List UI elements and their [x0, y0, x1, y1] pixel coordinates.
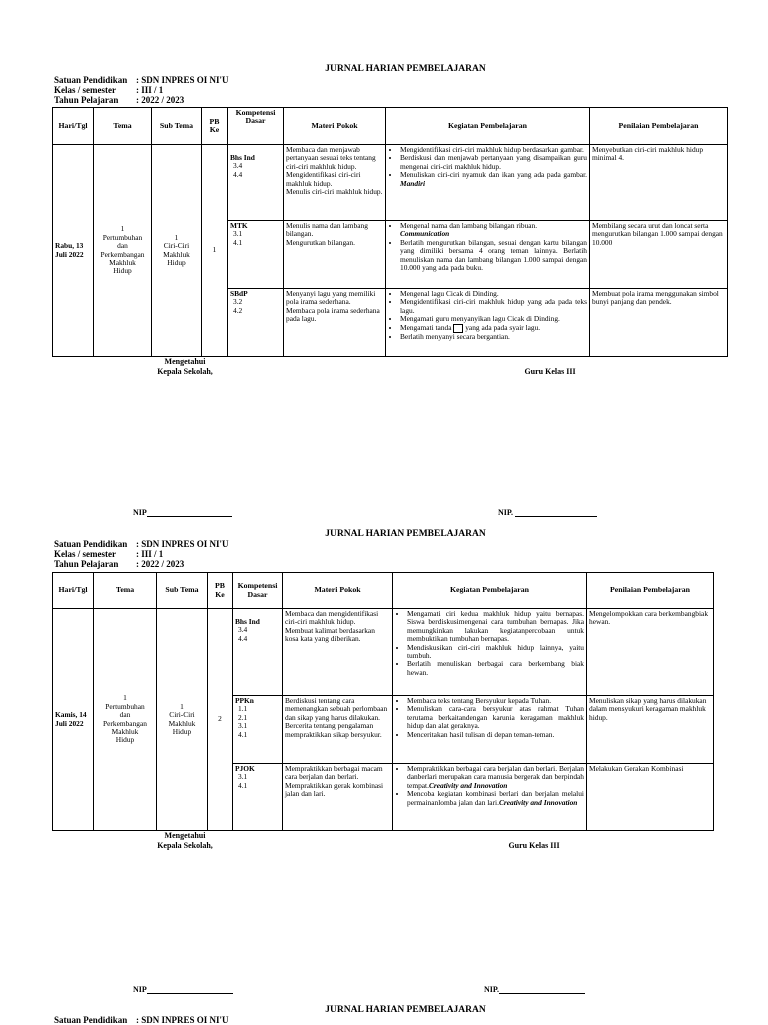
- kegiatan-cell: • Mempraktikkan berbagai cara berjalan dan berlari. Berjalan danberlari merupakan cara manusia bergerak dan berpindah tempat.Creativity and Innovation • Mencoba kegiatan kombinasi berlari dan berjalan melalui permainanlomba jalan dan lari.Creativity and Innovation: [393, 764, 587, 831]
- page-title-1: JURNAL HARIAN PEMBELAJARAN: [325, 64, 486, 74]
- tema-cell: 1 Pertumbuhan dan Perkembangan Makhluk Hidup: [94, 145, 152, 357]
- pb-cell: 2: [208, 609, 233, 831]
- header-penilaian: Penilaian Pembelajaran: [590, 108, 728, 145]
- header-subtema: Sub Tema: [152, 108, 202, 145]
- table-header-row: [53, 108, 728, 145]
- meta-value-satuan: : SDN INPRES OI NI'U: [136, 75, 229, 85]
- kegiatan-cell: • Mengamati ciri kedua makhluk hidup yaitu bernapas. Siswa berdiskusimengenai cara tumbuhan bernapas. Jika memungkinkan lakukan kegiatanpercobaan untuk membuktikan tumbuhan bernapas. • Mendiskusikan ciri-ciri makhluk hidup lainnya, yaitu tumbuh. • Berlatih menuliskan berbagai cara berkembang biak hewan.: [393, 609, 587, 696]
- kegiatan-cell: • Mengenal lagu Cicak di Dinding. • Mengidentifikasi ciri-ciri makhluk hidup yang ada pada teks lagu. • Mengamati guru menyanyikan lagu Cicak di Dinding. • Mengamati tanda yang ada pada syair lagu. • Berlatih menyanyi secara bergantian.: [386, 289, 590, 357]
- header-hari: Hari/Tgl: [53, 108, 94, 145]
- subtema-cell: 1 Ciri-Ciri Makhluk Hidup: [152, 145, 202, 357]
- meta-block-3: Satuan Pendidikan : SDN INPRES OI NI'U: [54, 1015, 229, 1025]
- day-cell: Kamis, 14 Juli 2022: [53, 609, 94, 831]
- kd-cell: MTK 3.1 4.1: [228, 221, 284, 289]
- signature-left-1: Mengetahui Kepala Sekolah,: [157, 357, 213, 376]
- meta-block-1: [54, 75, 229, 105]
- kd-cell: SBdP 3.2 4.2: [228, 289, 284, 357]
- materi-cell: Menulis nama dan lambang bilangan. Mengurutkan bilangan.: [284, 221, 386, 289]
- table-row: [53, 145, 728, 221]
- header-tema: Tema: [94, 108, 152, 145]
- page-title-3: JURNAL HARIAN PEMBELAJARAN: [325, 1005, 486, 1015]
- materi-cell: Berdiskusi tentang cara memenangkan sebuah perlombaan dan sikap yang harus dilakukan. Bercerita tentang pengalaman mempraktikkan sikap bersyukur.: [283, 696, 393, 764]
- penilaian-cell: Mengelompokkan cara berkembangbiak hewan.: [587, 609, 714, 696]
- penilaian-cell: Membuat pola irama menggunakan simbol bunyi panjang dan pendek.: [590, 289, 728, 357]
- materi-cell: Menyanyi lagu yang memiliki pola irama sederhana. Membaca pola irama sederhana pada lagu.: [284, 289, 386, 357]
- tema-cell: 1 Pertumbuhan dan Perkembangan Makhluk Hidup: [94, 609, 157, 831]
- table-header-row: Hari/Tgl Tema Sub Tema PB Ke Kompetensi Dasar Materi Pokok Kegiatan Pembelajaran Penilaian Pembelajaran: [53, 573, 714, 609]
- materi-cell: Membaca dan menjawab pertanyaan sesuai teks tentang ciri-ciri makhluk hidup. Mengidentifikasi ciri-ciri makhluk hidup. Menulis ciri-ciri makhluk hidup.: [284, 145, 386, 221]
- meta-label-tahun: Tahun Pelajaran: [54, 95, 119, 105]
- penilaian-cell: Melakukan Gerakan Kombinasi: [587, 764, 714, 831]
- pb-cell: 1: [202, 145, 228, 357]
- journal-table-1: [52, 107, 728, 357]
- meta-block-2: Satuan Pendidikan : SDN INPRES OI NI'U Kelas / semester : III / 1 Tahun Pelajaran : 2022 / 2023: [54, 539, 229, 569]
- penilaian-cell: Membilang secara urut dan loncat serta mengurutkan bilangan 1.000 sampai dengan 10.000: [590, 221, 728, 289]
- meta-value-tahun: : 2022 / 2023: [136, 95, 185, 105]
- meta-value-kelas: : III / 1: [136, 85, 164, 95]
- header-materi: Materi Pokok: [284, 108, 386, 145]
- table-row: [53, 609, 714, 696]
- signature-right-1: Guru Kelas III: [524, 367, 576, 376]
- kd-cell: Bhs Ind 3.4 4.4: [228, 145, 284, 221]
- penilaian-cell: Menyebutkan ciri-ciri makhluk hidup minimal 4.: [590, 145, 728, 221]
- kd-cell: PJOK 3.1 4.1: [233, 764, 283, 831]
- nip-right-1: NIP.: [498, 508, 597, 517]
- meta-label-kelas: Kelas / semester: [54, 85, 116, 95]
- nip-left-1: NIP: [133, 508, 232, 517]
- kd-cell: Bhs Ind 3.4 4.4: [233, 609, 283, 696]
- kd-cell: PPKn 1.1 2.1 3.1 4.1: [233, 696, 283, 764]
- subtema-cell: 1 Ciri-Ciri Makhluk Hidup: [157, 609, 208, 831]
- header-pb: PB Ke: [202, 108, 228, 145]
- header-kegiatan: Kegiatan Pembelajaran: [386, 108, 590, 145]
- kegiatan-cell: • Mengidentifikasi ciri-ciri makhluk hidup berdasarkan gambar. • Berdiskusi dan menjawab pertanyaan yang disampaikan guru mengenai ciri-ciri makhluk hidup. • Menuliskan ciri-ciri nyamuk dan ikan yang ada pada gambar. Mandiri: [386, 145, 590, 221]
- journal-table-2: [52, 572, 714, 831]
- nip-right-2: NIP.: [484, 985, 585, 994]
- header-kd: Kompetensi Dasar: [228, 108, 284, 145]
- day-cell: Rabu, 13 Juli 2022: [53, 145, 94, 357]
- page-title-2: JURNAL HARIAN PEMBELAJARAN: [325, 529, 486, 539]
- nip-left-2: NIP: [133, 985, 233, 994]
- signature-right-2: Guru Kelas III: [508, 841, 560, 850]
- kegiatan-cell: • Mengenal nama dan lambang bilangan ribuan. Communication • Berlatih mengurutkan bilangan, sesuai dengan kartu bilangan yang dimiliki bersama 4 orang teman lainnya. Berlatih menuliskan nama dan lambang bilangan 1.000 sampai dengan 10.000 yang ada pada buku.: [386, 221, 590, 289]
- kegiatan-cell: • Membaca teks tentang Bersyukur kepada Tuhan. • Menuliskan cara-cara bersyukur atas rahmat Tuhan terutama berkaitandengan karunia keragaman makhluk hidup dan alat geraknya. • Menceritakan hasil tulisan di depan teman-teman.: [393, 696, 587, 764]
- signature-left-2: Mengetahui Kepala Sekolah,: [157, 831, 213, 850]
- materi-cell: Mempraktikkan berbagai macam cara berjalan dan berlari. Mempraktikkan gerak kombinasi jalan dan lari.: [283, 764, 393, 831]
- meta-label-satuan: Satuan Pendidikan: [54, 75, 128, 85]
- penilaian-cell: Menuliskan sikap yang harus dilakukan dalam mensyukuri keragaman makhluk hidup.: [587, 696, 714, 764]
- materi-cell: Membaca dan mengidentifikasi ciri-ciri makhluk hidup. Membuat kalimat berdasarkan kosa kata yang diberikan.: [283, 609, 393, 696]
